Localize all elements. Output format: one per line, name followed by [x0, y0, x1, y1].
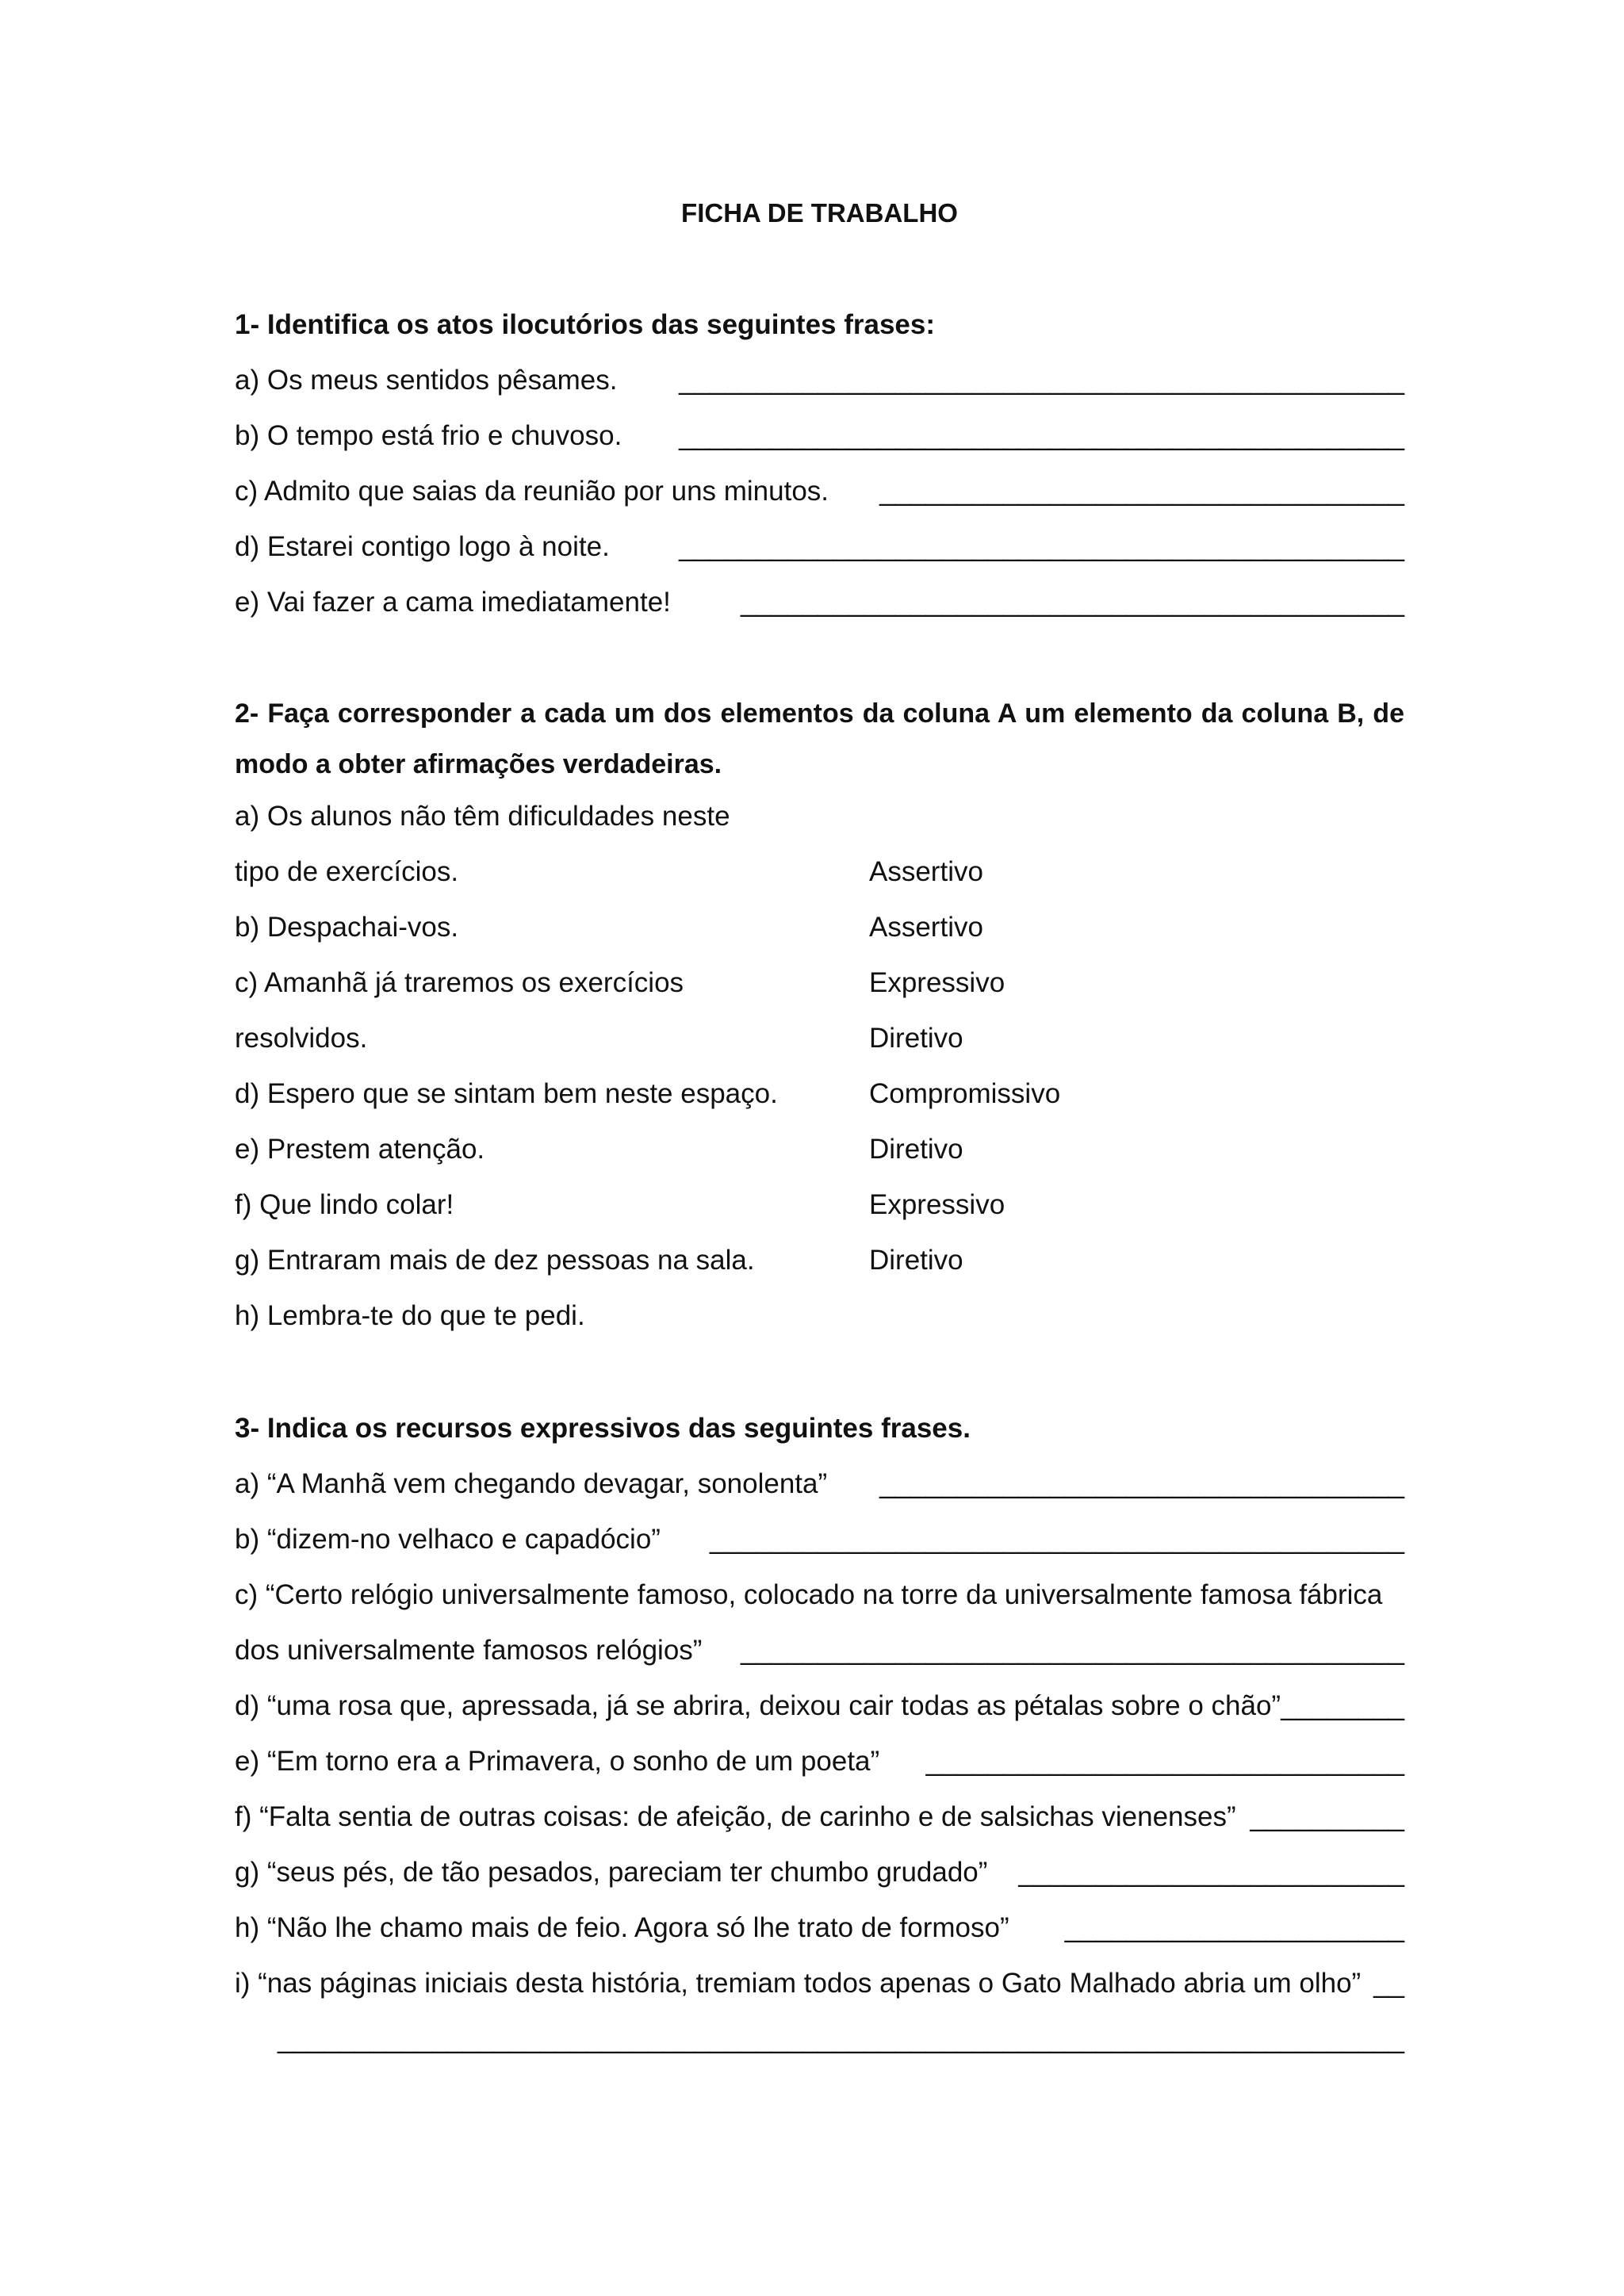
answer-blank[interactable]: ___________________________________________ — [740, 1635, 1404, 1666]
section-3-heading: 3- Indica os recursos expressivos das seguintes frases. — [235, 1413, 971, 1444]
item-text: a) “A Manhã vem chegando devagar, sonolenta” — [235, 1468, 828, 1499]
section-3-item — [235, 1742, 1404, 1781]
column-a-item: a) Os alunos não têm dificuldades neste — [235, 801, 730, 832]
item-text: d) Estarei contigo logo à noite. — [235, 531, 610, 562]
answer-blank[interactable]: _______________________________________________ — [679, 420, 1404, 451]
item-text: b) O tempo está frio e chuvoso. — [235, 420, 622, 451]
item-text: e) “Em torno era a Primavera, o sonho de um poeta” — [235, 1746, 880, 1777]
column-b-item: Expressivo — [869, 967, 1005, 998]
item-text: c) “Certo relógio universalmente famoso, colocado na torre da universalmente famosa fábrica — [235, 1579, 1383, 1610]
item-text: d) “uma rosa que, apressada, já se abrira, deixou cair todas as pétalas sobre o chão” — [235, 1690, 1281, 1721]
section-3-item — [235, 1908, 1404, 1948]
item-text: a) Os meus sentidos pêsames. — [235, 365, 618, 396]
answer-blank[interactable]: ________ — [1281, 1690, 1404, 1721]
column-a-item: resolvidos. — [235, 1023, 368, 1054]
column-a-item: e) Prestem atenção. — [235, 1134, 485, 1165]
answer-blank[interactable]: __________________________________ — [879, 1468, 1404, 1499]
item-text: c) Admito que saias da reunião por uns minutos. — [235, 476, 829, 507]
answer-blank[interactable]: _______________________________________________ — [679, 531, 1404, 562]
section-3-item — [235, 1575, 1404, 1615]
item-text: b) “dizem-no velhaco e capadócio” — [235, 1524, 661, 1555]
answer-blank[interactable]: ___________________________________________ — [740, 587, 1404, 618]
column-a-item: f) Que lindo colar! — [235, 1189, 454, 1220]
column-a-item: b) Despachai-vos. — [235, 912, 459, 943]
item-text: dos universalmente famosos relógios” — [235, 1635, 703, 1666]
section-3-item — [235, 1797, 1404, 1837]
section-3-item — [235, 1631, 1404, 1670]
answer-blank[interactable]: __________ — [1250, 1801, 1404, 1832]
column-b-item: Expressivo — [869, 1189, 1005, 1220]
item-text: i) “nas páginas iniciais desta história, tremiam todos apenas o Gato Malhado abria um olho” — [235, 1968, 1362, 1999]
page-title: FICHA DE TRABALHO — [681, 198, 958, 228]
section-1-heading: 1- Identifica os atos ilocutórios das seguintes frases: — [235, 309, 936, 340]
section-1-item — [235, 527, 1404, 567]
section-2-heading: 2- Faça corresponder a cada um dos elementos da coluna A um elemento da coluna B, de modo a obter afirmações verdadeiras. — [235, 698, 1404, 779]
column-a-item: d) Espero que se sintam bem neste espaço. — [235, 1078, 778, 1109]
column-a-item: h) Lembra-te do que te pedi. — [235, 1300, 585, 1331]
answer-blank[interactable]: _______________________________________________ — [679, 365, 1404, 396]
column-a-item: tipo de exercícios. — [235, 856, 459, 887]
column-a-item: c) Amanhã já traremos os exercícios — [235, 967, 684, 998]
column-b-item: Assertivo — [869, 912, 983, 943]
column-a-item: g) Entraram mais de dez pessoas na sala. — [235, 1245, 755, 1276]
column-b-item: Assertivo — [869, 856, 983, 887]
column-b-item: Compromissivo — [869, 1078, 1061, 1109]
answer-blank[interactable]: __________________________________ — [879, 476, 1404, 507]
answer-blank[interactable]: __ — [1373, 1968, 1404, 1999]
column-b-item: Diretivo — [869, 1245, 963, 1276]
section-3-item — [235, 1520, 1404, 1559]
answer-blank[interactable]: _________________________ — [1018, 1857, 1404, 1888]
section-1-item — [235, 472, 1404, 511]
column-b-item: Diretivo — [869, 1023, 963, 1054]
section-3-item — [235, 1853, 1404, 1892]
section-1-item — [235, 361, 1404, 400]
section-1-item — [235, 583, 1404, 622]
item-text: g) “seus pés, de tão pesados, pareciam ter chumbo grudado” — [235, 1857, 988, 1888]
answer-blank[interactable]: _________________________________________________________________________ — [278, 2023, 1404, 2054]
answer-blank[interactable]: ______________________ — [1064, 1912, 1404, 1943]
item-text: e) Vai fazer a cama imediatamente! — [235, 587, 671, 618]
section-1-item — [235, 416, 1404, 456]
section-3-item — [235, 1464, 1404, 1504]
section-3-item — [235, 1964, 1404, 2003]
answer-blank[interactable]: _______________________________ — [925, 1746, 1404, 1777]
section-3-item — [235, 1686, 1404, 1726]
item-text: f) “Falta sentia de outras coisas: de afeição, de carinho e de salsichas vienenses” — [235, 1801, 1236, 1832]
item-text: h) “Não lhe chamo mais de feio. Agora só lhe trato de formoso” — [235, 1912, 1009, 1943]
column-b-item: Diretivo — [869, 1134, 963, 1165]
answer-blank[interactable]: _____________________________________________ — [710, 1524, 1404, 1555]
